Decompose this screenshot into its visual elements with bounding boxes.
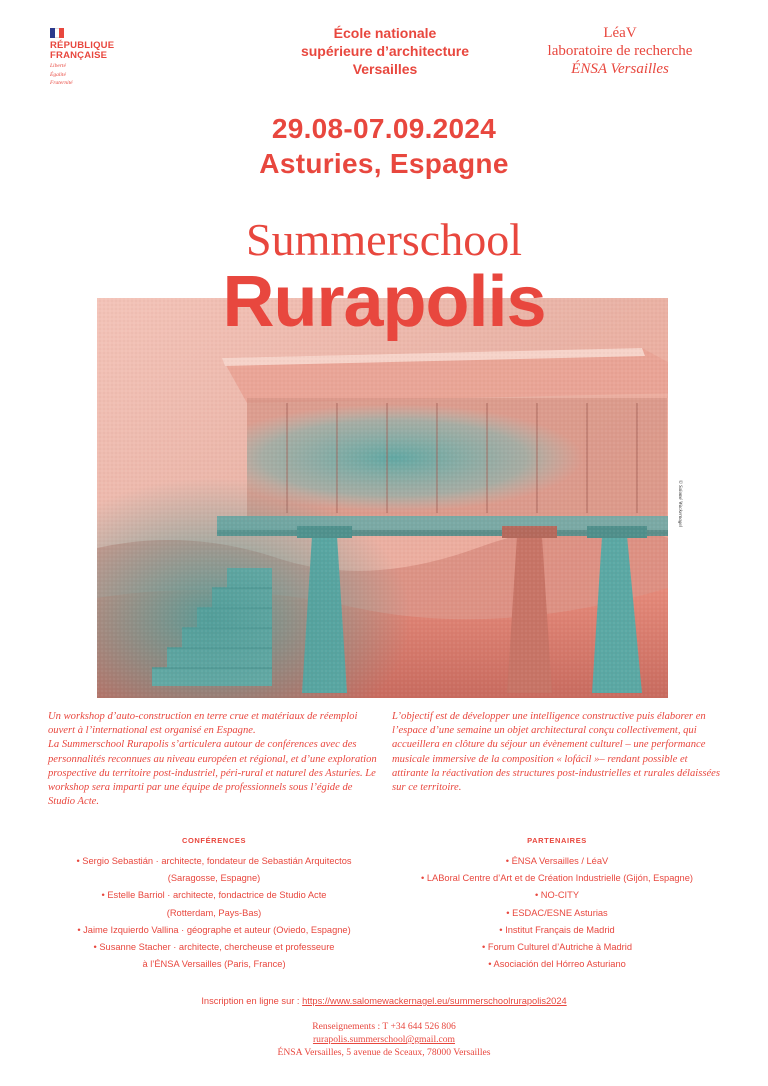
horreo-photo [97,298,668,698]
conferences-line: (Rotterdam, Pays-Bas) [166,907,262,918]
partenaires-line: • Institut Français de Madrid [499,924,615,935]
conferences-list [48,853,380,973]
school-name [270,24,500,78]
contact-block [0,1020,768,1059]
lab-line-1: LéaV [603,25,637,41]
conferences-title: CONFÉRENCES [181,836,247,845]
contact-address: ÉNSA Versailles, 5 avenue de Sceaux, 78000 Versailles [277,1047,491,1058]
conferences-line: • Jaime Izquierdo Vallina · géographe et auteur (Oviedo, Espagne) [77,924,351,935]
objectif-text [392,710,722,795]
lab-line-3: ÉNSA Versailles [571,61,669,77]
intro-paragraph-2: La Summerschool Rurapolis s’articulera autour de conférences avec des personnalités reconnues au niveau européen et régional, et d’une exploration prospective du territoire post-industriel, péri-rural et naturel des Asturies. Le workshop sera imparti par une équipe de professionnels sous l’égide de Studio Acte. [48,739,377,808]
event-dates: 29.08-07.09.2024 [271,113,497,144]
partenaires-line: • ÉNSA Versailles / LéaV [505,856,609,866]
conferences-line: • Estelle Barriol · architecte, fondactrice de Studio Acte [101,890,327,901]
partenaires-section [392,836,722,973]
intro-paragraph-1: Un workshop d’auto-construction en terre crue et matériaux de réemploi ouvert à l’international est organisé en Espagne. [48,711,358,737]
marianne-flag-icon [50,28,64,38]
school-line-3: Versailles [352,61,418,77]
partenaires-line: • Forum Culturel d’Autriche à Madrid [482,942,632,953]
objectif-paragraph: L’objectif est de développer une intelligence constructive puis élaborer en l’espace d’une semaine un objet architectural conçu collectivement, qui accueillera en clôture du séjour un évènement culturel – une performance musicale immersive de la composition « lofácil »– rendant possible et attirante la réactivation des structures post-industrielles et rurales délaissées sur ce territoire. [392,711,720,794]
rf-line-1: RÉPUBLIQUE [50,40,115,51]
title-rurapolis: Rurapolis [222,262,546,342]
rf-motto-2: Égalité [50,71,66,78]
photo-credit-text: © Salomé Wackernagel [677,480,682,527]
contact-email-link[interactable]: rurapolis.summerschool@gmail.com [312,1034,456,1045]
inscription-line [0,994,768,1008]
partenaires-line: • NO-CITY [534,890,580,901]
conferences-line: • Susanne Stacher · architecte, chercheuse et professeure [93,942,335,953]
conferences-section [48,836,380,973]
conferences-line: à l’ÉNSA Versailles (Paris, France) [142,959,286,970]
inscription-link[interactable]: https://www.salomewackernagel.eu/summerschoolrurapolis2024 [302,996,567,1006]
rf-line-2: FRANÇAISE [50,50,108,61]
contact-phone: Renseignements : T +34 644 526 806 [312,1021,456,1032]
rf-motto-1: Liberté [50,63,66,69]
school-line-1: École nationale [333,25,437,41]
lab-name [520,24,720,78]
title-summerschool: Summerschool [246,214,522,265]
intro-text [48,710,380,809]
photo-credit [672,480,686,560]
lab-line-2: laboratoire de recherche [547,43,693,59]
horreo-photo-illustration [97,298,668,698]
partenaires-line: • Asociación del Hórreo Asturiano [488,959,626,970]
event-place: Asturies, Espagne [259,148,509,179]
republique-francaise-logo [50,28,150,87]
partenaires-line: • LABoral Centre d’Art et de Création Industrielle (Gijón, Espagne) [421,873,693,884]
conferences-line: (Saragosse, Espagne) [167,873,261,884]
partenaires-line: • ESDAC/ESNE Asturias [506,907,608,918]
school-line-2: supérieure d’architecture [300,43,470,59]
inscription-label: Inscription en ligne sur : [201,996,303,1006]
conferences-line: • Sergio Sebastián · architecte, fondateur de Sebastián Arquitectos [76,856,352,866]
partenaires-list [392,853,722,973]
partenaires-title: PARTENAIRES [527,836,587,845]
rf-motto-3: Fraternité [50,80,73,86]
